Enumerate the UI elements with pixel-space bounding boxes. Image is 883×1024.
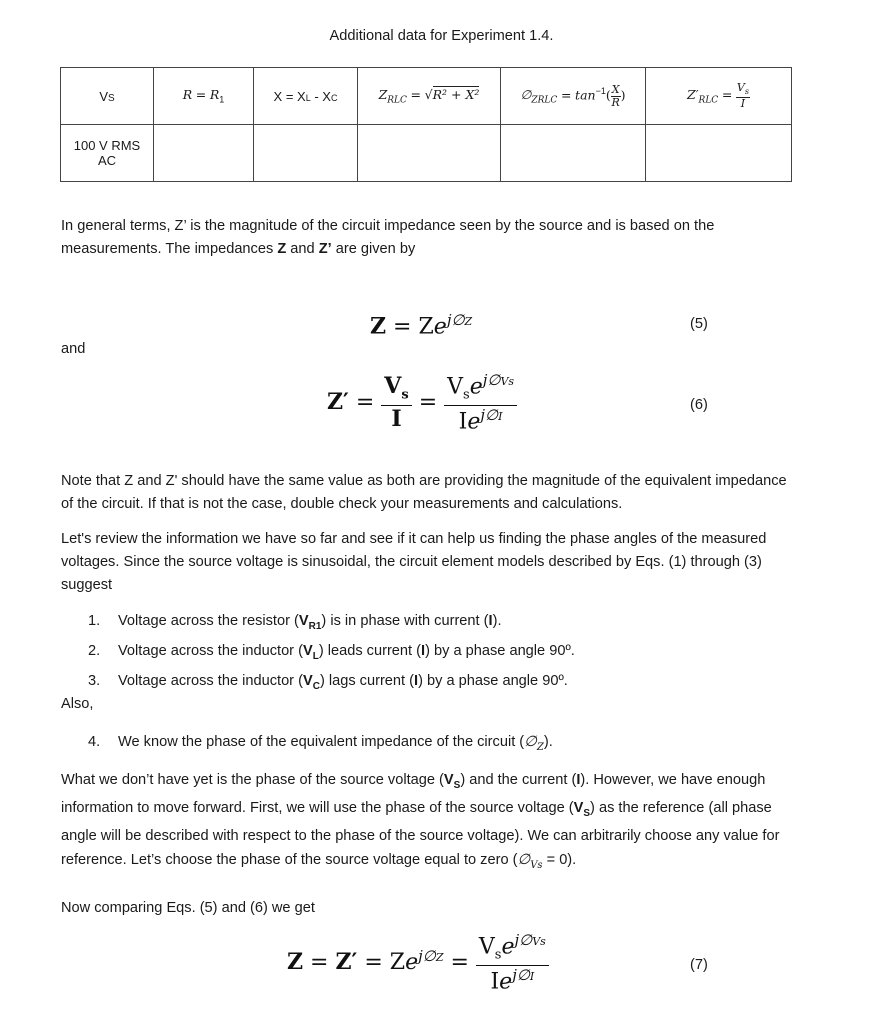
experiment-data-table bbox=[60, 67, 792, 182]
header-zrlc: $Z_{RLC} = √R^2 + X^2$ bbox=[358, 68, 501, 125]
cell-zprime-value[interactable] bbox=[646, 125, 792, 182]
equation-number-7: (7) bbox=[690, 957, 708, 973]
note-paragraph: Note that Z and Z' should have the same value as both are providing the magnitude of the equivalent impedance of the circuit. If that is not the case, double check your measurements and calculations. bbox=[61, 473, 787, 512]
cell-r-value[interactable] bbox=[154, 125, 254, 182]
and-label: and bbox=[61, 341, 86, 357]
list-item: 3. Voltage across the inductor $(V_C)$ lags current (I) by a phase angle 90º. bbox=[88, 672, 568, 692]
cell-zrlc-value[interactable] bbox=[358, 125, 501, 182]
review-paragraph: Let's review the information we have so far and see if it can help us finding the phase angles of the measured voltages. Since the source voltage is sinusoidal, the circuit element models described by Eqs. (1) through (3) suggest bbox=[61, 531, 767, 593]
table-row bbox=[61, 125, 792, 182]
list-item-4: 4. We know the phase of the equivalent impedance of the circuit $(\emptyset_Z)$. bbox=[88, 733, 553, 753]
header-r: $R = R_1$ bbox=[154, 68, 254, 125]
equation-5: $Z = Ze^{j\emptyset Z}$ bbox=[370, 311, 473, 340]
comparing-line: Now comparing Eqs. (5) and (6) we get bbox=[61, 900, 315, 916]
cell-phase-value[interactable] bbox=[501, 125, 646, 182]
header-zprime-rlc: $Z'_{RLC}$ = $\frac{V_s}{I}$ bbox=[646, 68, 792, 125]
equation-number-5: (5) bbox=[690, 316, 708, 332]
header-phase-zrlc: $\emptyset_{ZRLC} = \tan^{-1}$( $\frac{X}{R}$ ) bbox=[501, 68, 646, 125]
cell-x-value[interactable] bbox=[254, 125, 358, 182]
equation-6: Z′ = $\frac{V_s}{I}$ = $\frac{V_se^{j\emptyset Vs}}{Ie^{j\emptyset I}}$ bbox=[327, 372, 517, 434]
equation-number-6: (6) bbox=[690, 397, 708, 413]
list-item: 1. Voltage across the resistor $(V_{R1})$ is in phase with current (I). bbox=[88, 613, 502, 632]
equation-7: $Z = Z' = Ze^{j\emptyset Z}$ = $\frac{V_se^{j\emptyset Vs}}{Ie^{j\emptyset I}}$ bbox=[287, 932, 549, 994]
header-vs: VS bbox=[61, 68, 154, 125]
page-title: Additional data for Experiment 1.4. bbox=[329, 28, 554, 44]
phase-paragraph: What we don’t have yet is the phase of the source voltage $(V_S)$ and the current (I). However, we have enough information to move forward. First, we will use the phase of the source voltage $(V_S)$ as the reference (all phase angle will be described with respect to the phase of the source voltage). We can arbitrarily choose any value for reference. Let’s choose the phase of the source voltage equal to zero $(\emptyset_{Vs} = 0)$. bbox=[61, 772, 780, 871]
list-item: 2. Voltage across the inductor $(V_L)$ leads current (I) by a phase angle 90º. bbox=[88, 642, 575, 662]
phase-relations-list bbox=[88, 609, 575, 699]
table-header-row bbox=[61, 68, 792, 125]
intro-paragraph: In general terms, Z’ is the magnitude of the circuit impedance seen by the source and is based on the measurements. The impedances Z and Z’ are given by bbox=[61, 218, 715, 257]
cell-vs-value: 100 V RMS AC bbox=[61, 125, 154, 182]
header-x: X = XL - XC bbox=[254, 68, 358, 125]
also-label: Also, bbox=[61, 696, 94, 712]
